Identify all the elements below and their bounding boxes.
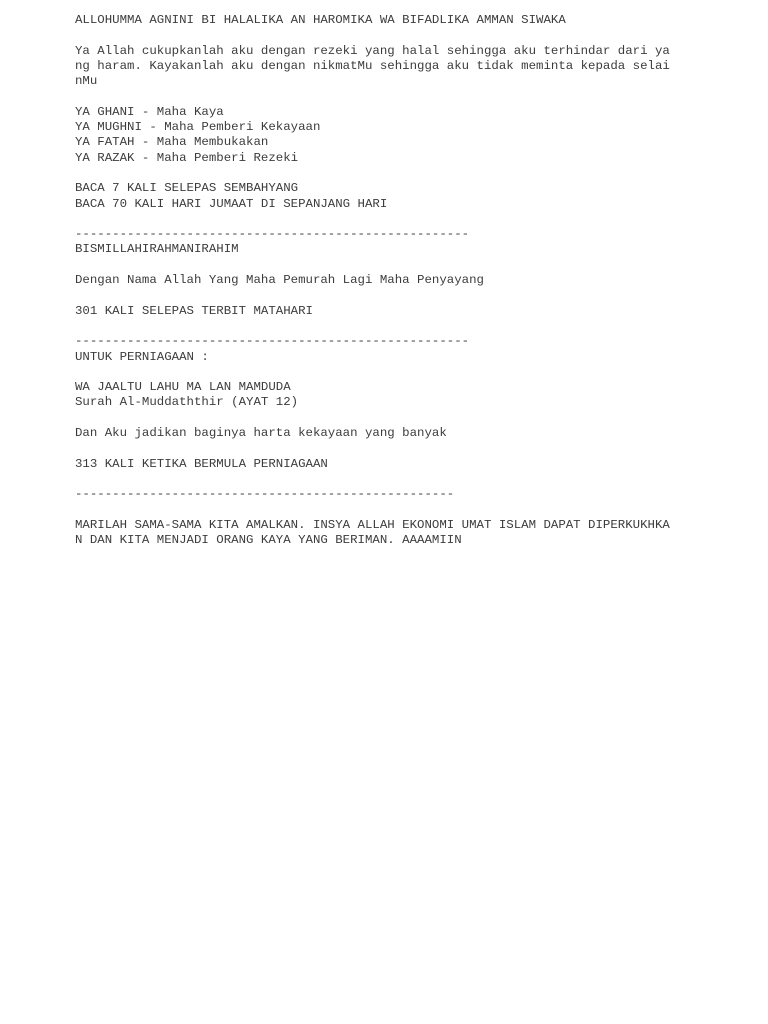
bismillah-translation: Dengan Nama Allah Yang Maha Pemurah Lagi Maha Penyayang — [75, 273, 484, 288]
divine-name-item: YA MUGHNI - Maha Pemberi Kekayaan — [75, 120, 321, 135]
document-body — [75, 13, 675, 548]
blank-line — [75, 28, 675, 43]
divine-name-item: YA FATAH - Maha Membukakan — [75, 135, 269, 150]
recitation-instruction: BACA 70 KALI HARI JUMAAT DI SEPANJANG HARI — [75, 196, 388, 211]
divine-name-item: YA GHANI - Maha Kaya — [75, 104, 224, 119]
blank-line — [75, 288, 675, 303]
doa-translation-line: Ya Allah cukupkanlah aku dengan rezeki yang halal sehingga aku terhindar dari ya — [75, 43, 670, 58]
blank-line — [75, 212, 675, 227]
verse-translation: Dan Aku jadikan baginya harta kekayaan yang banyak — [75, 426, 447, 441]
closing-line: MARILAH SAMA-SAMA KITA AMALKAN. INSYA ALLAH EKONOMI UMAT ISLAM DAPAT DIPERKUKHKA — [75, 517, 670, 532]
recitation-instruction: 313 KALI KETIKA BERMULA PERNIAGAAN — [75, 456, 328, 471]
section-divider: ----------------------------------------------------- — [75, 227, 470, 242]
blank-line — [75, 166, 675, 181]
section-divider: --------------------------------------------------- — [75, 487, 455, 502]
recitation-instruction: 301 KALI SELEPAS TERBIT MATAHARI — [75, 303, 313, 318]
verse-reference: Surah Al-Muddaththir (AYAT 12) — [75, 395, 299, 410]
closing-line: N DAN KITA MENJADI ORANG KAYA YANG BERIMAN. AAAAMIIN — [75, 533, 462, 548]
section-divider: ----------------------------------------------------- — [75, 334, 470, 349]
blank-line — [75, 258, 675, 273]
doa-title: ALLOHUMMA AGNINI BI HALALIKA AN HAROMIKA WA BIFADLIKA AMMAN SIWAKA — [75, 13, 566, 27]
doa-translation-line: ng haram. Kayakanlah aku dengan nikmatMu sehingga aku tidak meminta kepada selai — [75, 58, 670, 73]
bismillah-title: BISMILLAHIRAHMANIRAHIM — [75, 242, 239, 257]
blank-line — [75, 472, 675, 487]
blank-line — [75, 365, 675, 380]
divine-name-item: YA RAZAK - Maha Pemberi Rezeki — [75, 150, 299, 165]
blank-line — [75, 411, 675, 426]
recitation-instruction: BACA 7 KALI SELEPAS SEMBAHYANG — [75, 181, 299, 196]
verse-text: WA JAALTU LAHU MA LAN MAMDUDA — [75, 380, 291, 395]
blank-line — [75, 503, 675, 518]
perniagaan-heading: UNTUK PERNIAGAAN : — [75, 349, 209, 364]
blank-line — [75, 441, 675, 456]
blank-line — [75, 319, 675, 334]
blank-line — [75, 89, 675, 104]
doa-translation-line: nMu — [75, 74, 98, 89]
